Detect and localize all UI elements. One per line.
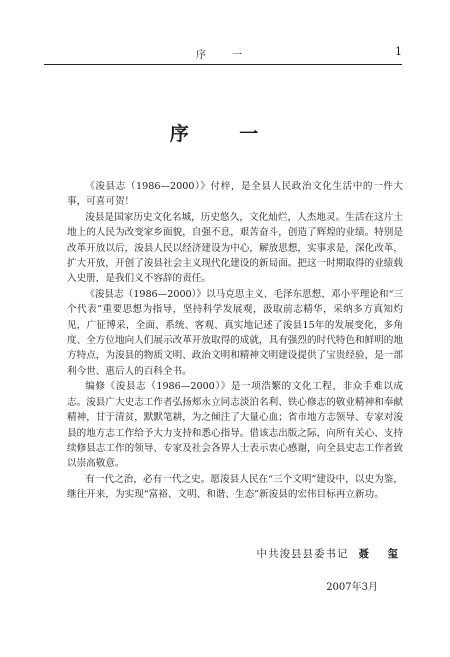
- paragraph: 《浚县志（1986—2000）》付梓，是全县人民政治文化生活中的一件大事，可喜可贺！: [67, 181, 403, 208]
- preface-body: [67, 179, 403, 503]
- date: 2007年3月: [326, 582, 378, 593]
- paragraph: 浚县是国家历史文化名城，历史悠久，文化灿烂，人杰地灵。生活在这片土地上的人民为改变家乡面貌，自强不息，艰苦奋斗，创造了辉煌的业绩。特别是改革开放以后，浚县人民以经济建设为中心，解放思想，实事求是，深化改革，扩大开放，开创了浚县社会主义现代化建设的新局面。把这一时期取得的业绩载入史册，是我们义不容辞的责任。: [67, 211, 403, 285]
- signature-line: [257, 546, 403, 561]
- chapter-title: 序 一: [169, 123, 281, 145]
- page-number: 1: [395, 45, 402, 58]
- paragraph: 《浚县志（1986—2000）》以马克思主义、毛泽东思想、邓小平理论和“三个代表”重要思想为指导，坚持科学发展观，汲取前志精华，采纳多方真知灼见，广征博采，全面、系统、客观、真实地记述了浚县15年的发展变化，多角度、全方位地向人们展示改革开放取得的成就，具有强烈的时代特色和鲜明的地方特点，为浚县的物质文明、政治文明和精神文明建设提供了宝贵经验，是一部利今世、惠后人的百科全书。: [67, 288, 403, 377]
- running-title: 序 一: [196, 50, 250, 61]
- signatory-title: 中共浚县县委书记: [256, 548, 349, 560]
- paragraph: 编修《浚县志（1986—2000）》是一项浩繁的文化工程，非众手难以成志。浚县广大史志工作者弘扬郏永立同志淡泊名利、铁心修志的敬业精神和奉献精神，甘于清贫，默默笔耕，为之倾注了大量心血；省市地方志领导、专家对浚县的地方志工作给予大力支持和悉心指导。借该志出版之际，向所有关心、支持续修县志工作的领导、专家及社会各界人士表示衷心感谢，向全县史志工作者致以崇高敬意。: [67, 381, 403, 470]
- signatory-name: 聂 玺: [358, 548, 402, 560]
- running-header: [44, 44, 402, 65]
- paragraph: 有一代之治，必有一代之史。愿浚县人民在“三个文明”建设中，以史为鉴，继往开来，为实现“富裕、文明、和谐、生态”新浚县的宏伟目标再立新功。: [67, 473, 403, 501]
